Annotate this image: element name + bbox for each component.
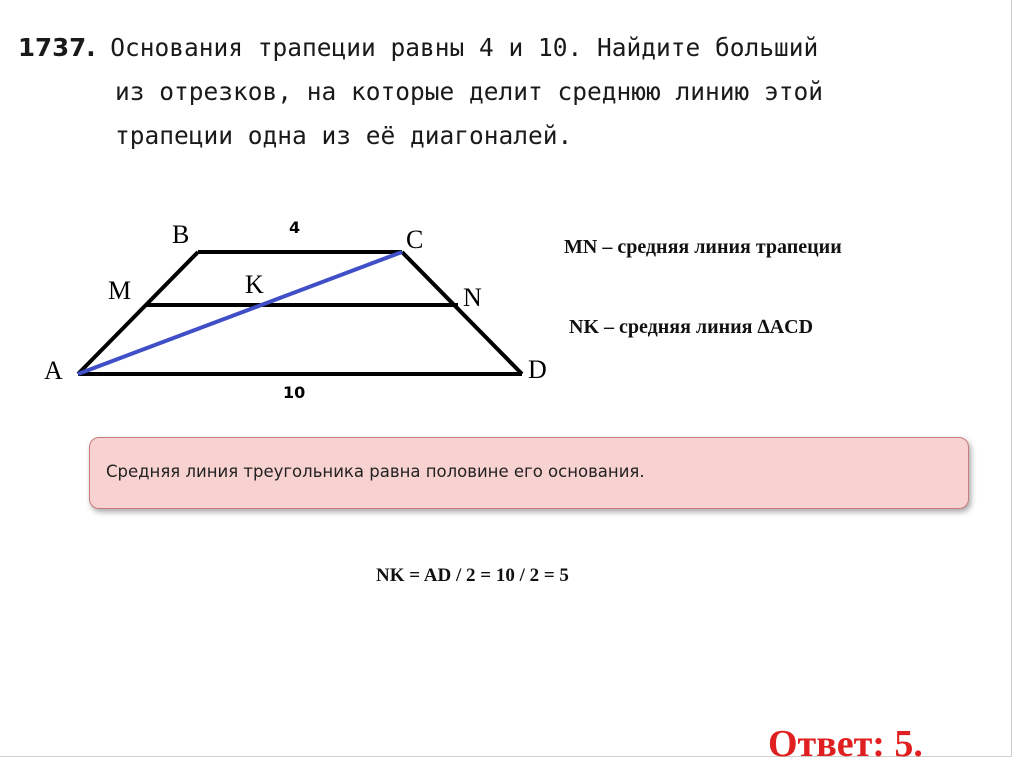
problem-line-2: из отрезков, на которые делит среднюю линию этой: [115, 77, 824, 106]
note-midline-trapezoid: MN – средняя линия трапеции: [564, 236, 842, 258]
side-AB: [78, 252, 198, 374]
label-M: M: [108, 276, 132, 305]
problem-number: 1737.: [18, 33, 96, 62]
label-A: A: [44, 356, 63, 385]
label-K: K: [245, 270, 264, 299]
label-B: B: [172, 220, 190, 249]
rule-text: Средняя линия треугольника равна половине его основания.: [106, 462, 645, 481]
problem-line-3: трапеции одна из её диагоналей.: [115, 121, 573, 150]
diagonal-AC: [78, 252, 402, 374]
note-midline-triangle: NK – средняя линия ∆ACD: [569, 316, 814, 338]
answer: Ответ: 5.: [768, 723, 923, 765]
label-C: C: [406, 225, 424, 254]
label-D: D: [528, 355, 547, 384]
label-bottom-base: 10: [283, 383, 306, 402]
label-top-base: 4: [289, 218, 301, 237]
side-CD: [402, 252, 522, 374]
rule-callout: [89, 437, 969, 509]
formula: NK = AD / 2 = 10 / 2 = 5: [376, 565, 569, 586]
label-N: N: [463, 283, 482, 312]
problem-text-1: Основания трапеции равны 4 и 10. Найдите больший: [110, 33, 819, 62]
